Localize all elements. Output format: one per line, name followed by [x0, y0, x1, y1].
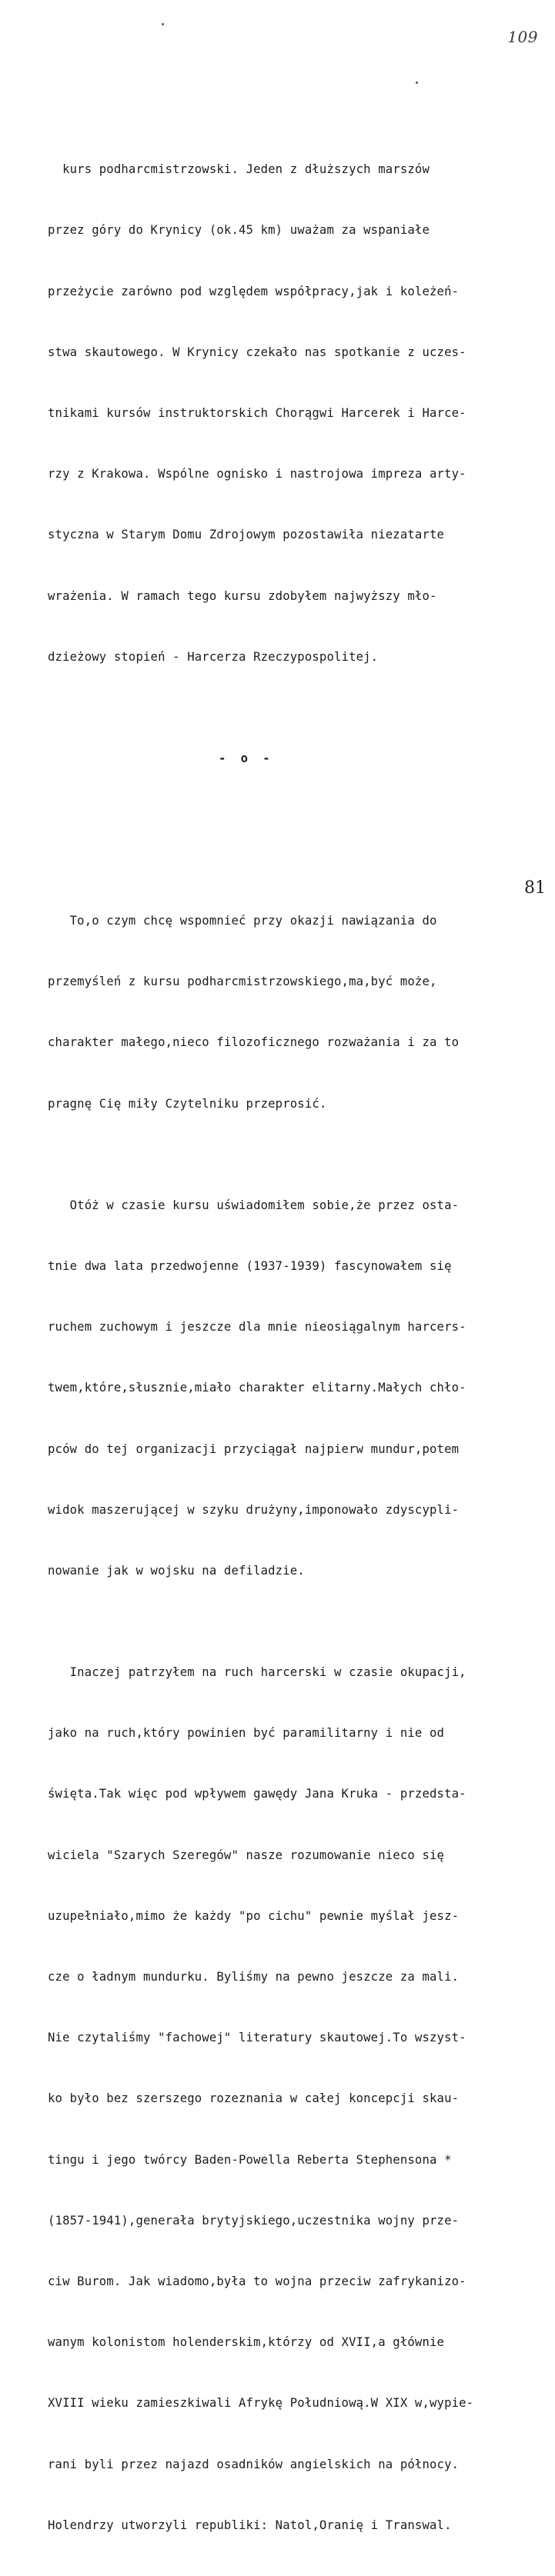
text-line: (1857-1941),generała brytyjskiego,uczestnika wojny prze- [48, 2213, 460, 2228]
blank-line [48, 809, 510, 829]
text-line: Nie czytaliśmy "fachowej" literatury skautowej.To wszyst- [48, 2031, 466, 2045]
text-line: XVIII wieku zamieszkiwali Afrykę Południową.W XIX w,wypie- [48, 2396, 474, 2411]
text-line: Holendrzy utworzyli republiki: Natol,Oranię i Transwal. [48, 2518, 452, 2532]
text-line: widok maszerującej w szyku drużyny,imponowało zdyscypli- [48, 1502, 460, 1517]
text-line: cze o ładnym mundurku. Byliśmy na pewno jeszcze za mali. [48, 1969, 460, 1984]
text-line: charakter małego,nieco filozoficznego rozważania i za to [48, 1035, 460, 1050]
text-line: pców do tej organizacji przyciągał najpierw mundur,potem [48, 1441, 460, 1456]
text-line: styczna w Starym Domu Zdrojowym pozostawiła niezatarte [48, 528, 445, 542]
text-line: ruchem zuchowym i jeszcze dla mnie nieosiągalnym harcers- [48, 1320, 466, 1335]
text-line: ciw Burom. Jak wiadomo,była to wojna przeciw zafrykanizo- [48, 2274, 466, 2288]
text-line: wiciela "Szarych Szeregów" nasze rozumowanie nieco się [48, 1848, 445, 1862]
text-line: tingu i jego twórcy Baden-Powella Reberta Stephensona * [48, 2152, 452, 2167]
text-line: dzieżowy stopień - Harcerza Rzeczypospolitej. [48, 649, 379, 664]
text-line: przemyśleń z kursu podharcmistrzowskiego,ma,być może, [48, 975, 437, 989]
section-separator: - o - [219, 751, 270, 765]
text-line: przez góry do Krynicy (ok.45 km) uważam za wspaniałe [48, 223, 430, 238]
text-line: To,o czym chcę wspomnieć przy okazji nawiązania do [48, 914, 437, 928]
scan-speck [162, 23, 164, 25]
typed-text-body [48, 98, 510, 2576]
handwritten-page-number: 109 [507, 28, 538, 46]
text-line: twem,które,słusznie,miało charakter elitarny.Małych chło- [48, 1381, 466, 1395]
text-line: wanym kolonistom holenderskim,którzy od XVII,a głównie [48, 2335, 445, 2350]
bottom-page-number: 81 [524, 878, 546, 898]
text-line: tnikami kursów instruktorskich Chorągwi Harcerek i Harce- [48, 406, 466, 421]
text-line: przeżycie zarówno pod względem współpracy,jak i koleżeń- [48, 284, 460, 298]
text-line: ko było bez szerszego rozeznania w całej koncepcji skau- [48, 2091, 460, 2106]
text-line: nowanie jak w wojsku na defiladzie. [48, 1563, 305, 1578]
text-line: rzy z Krakowa. Wspólne ognisko i nastrojowa impreza arty- [48, 467, 466, 482]
text-line: Otóż w czasie kursu uświadomiłem sobie,że przez osta- [48, 1198, 460, 1212]
text-line: stwa skautowego. W Krynicy czekało nas spotkanie z uczes- [48, 345, 466, 359]
text-line: rani byli przez najazd osadników angielskich na północy. [48, 2457, 460, 2471]
text-line: pragnę Cię miły Czytelniku przeprosić. [48, 1096, 327, 1111]
text-line: tnie dwa lata przedwojenne (1937-1939) fascynowałem się [48, 1258, 452, 1273]
scan-speck [416, 82, 418, 84]
text-line: Inaczej patrzyłem na ruch harcerski w czasie okupacji, [48, 1665, 466, 1679]
text-line: święta.Tak więc pod wpływem gawędy Jana Kruka - przedsta- [48, 1787, 466, 1801]
text-line: uzupełniało,mimo że każdy "po cichu" pewnie myślał jesz- [48, 1908, 460, 1923]
text-line: jako na ruch,który powinien być paramilitarny i nie od [48, 1726, 445, 1741]
text-line: kurs podharcmistrzowski. Jeden z dłuższych marszów [48, 162, 430, 177]
text-line: wrażenia. W ramach tego kursu zdobyłem najwyższy mło- [48, 588, 437, 603]
